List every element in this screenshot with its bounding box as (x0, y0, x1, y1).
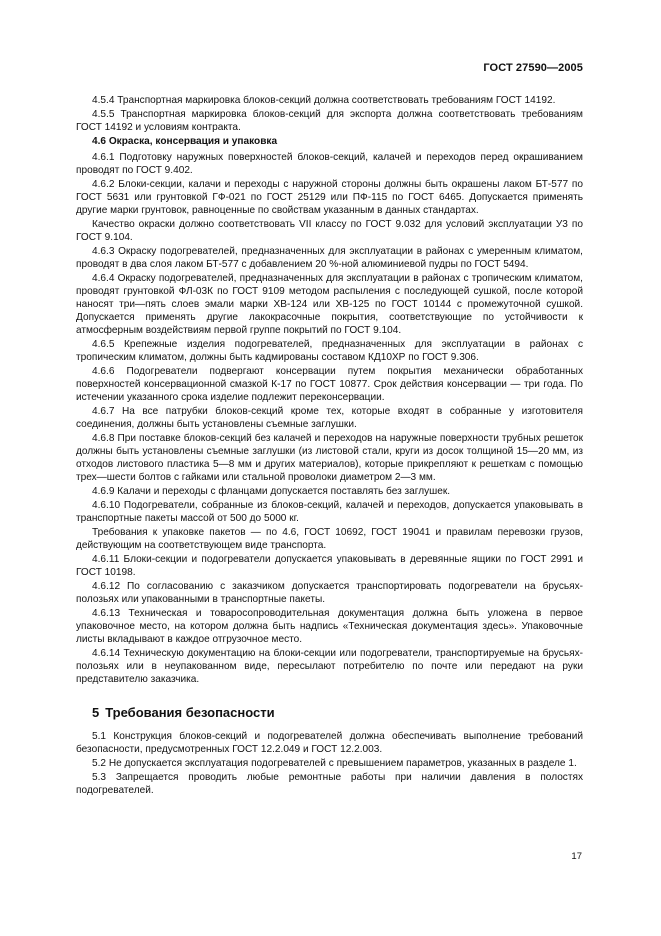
section-5-content (76, 730, 583, 797)
paragraph: 4.6.7 На все патрубки блоков-секций кроме тех, которые входят в собранные у изготовителя соединения, должны быть установлены съемные заглушки. (76, 406, 583, 430)
paragraph: 5.3 Запрещается проводить любые ремонтные работы при наличии давления в полостях подогревателей. (76, 772, 583, 796)
paragraph: 4.6.11 Блоки-секции и подогреватели допускается упаковывать в деревянные ящики по ГОСТ 2991 и ГОСТ 10198. (76, 554, 583, 578)
paragraph: 4.6.4 Окраску подогревателей, предназначенных для эксплуатации в районах с тропическим климатом, проводят грунтовкой ФЛ-03К по ГОСТ 9109 методом распыления с последующей сушкой, после которой наносят три—пять слоев эмали марки ХВ-124 или ХВ-125 по ГОСТ 10144 с промежуточной сушкой. Допускается применять другие лакокрасочные покрытия, соответствующие по устойчивости к атмосферным воздействиям первой группе покрытий по ГОСТ 9.104. (76, 273, 583, 336)
paragraph: 4.6.10 Подогреватели, собранные из блоков-секций, калачей и переходов, допускается упаковывать в транспортные пакеты массой от 500 до 5000 кг. (76, 500, 583, 524)
paragraph: 4.6.3 Окраску подогревателей, предназначенных для эксплуатации в районах с умеренным климатом, проводят в два слоя лаком БТ-577 с добавлением 20 %-ной алюминиевой пудры по ГОСТ 5494. (76, 246, 583, 270)
paragraph: 5.1 Конструкция блоков-секций и подогревателей должна обеспечивать выполнение требований безопасности, предусмотренных ГОСТ 12.2.049 и ГОСТ 12.2.003. (76, 731, 583, 755)
paragraph: 4.6.14 Техническую документацию на блоки-секции или подогреватели, транспортируемые на брусьях-полозьях или в неупакованном виде, пересылают потребителю по почте или передают на руки представителю заказчика. (76, 648, 583, 685)
paragraph: Качество окраски должно соответствовать VII классу по ГОСТ 9.032 для условий эксплуатации У3 по ГОСТ 9.104. (76, 219, 583, 243)
paragraph: Требования к упаковке пакетов — по 4.6, ГОСТ 10692, ГОСТ 19041 и правилам перевозки грузов, действующим на соответствующем виде транспорта. (76, 527, 583, 551)
page-number: 17 (571, 851, 582, 862)
paragraph: 4.6.13 Техническая и товаросопроводительная документация должна быть уложена в первое упаковочное место, на котором должна быть надпись «Техническая документация здесь». Упаковочные листы вкладывают в каждое отгрузочное место. (76, 608, 583, 645)
section-5-number: 5 (92, 705, 100, 720)
paragraph: 4.6.8 При поставке блоков-секций без калачей и переходов на наружные поверхности трубных решеток должны быть установлены съемные заглушки (из листовой стали, круги из досок толщиной 15—20 мм, из отходов листового пластика 5—8 мм и других материалов), которые прикрепляют к решеткам с помощью трех—шести болтов с гайками или стальной проволоки диаметром 2—3 мм. (76, 433, 583, 483)
paragraph: 4.6.9 Калачи и переходы с фланцами допускается поставлять без заглушек. (92, 486, 451, 497)
paragraph: 4.6.6 Подогреватели подвергают консервации путем покрытия механически обработанных поверхностей консервационной смазкой К-17 по ГОСТ 10877. Срок действия консервации — три года. По истечении указанного срока изделие подлежит переконсервации. (76, 366, 583, 403)
paragraph: 4.6.5 Крепежные изделия подогревателей, предназначенных для эксплуатации в районах с тропическим климатом, должны быть кадмированы составом КД10ХР по ГОСТ 9.306. (76, 339, 583, 363)
paragraph: 5.2 Не допускается эксплуатация подогревателей с превышением параметров, указанных в разделе 1. (92, 758, 577, 769)
document-id-header: ГОСТ 27590—2005 (483, 62, 583, 74)
paragraph: 4.6.2 Блоки-секции, калачи и переходы с наружной стороны должны быть окрашены лаком БТ-577 по ГОСТ 5631 или грунтовкой ГФ-021 по ГОСТ 25129 или ПФ-115 по ГОСТ 6465. Допускается применять другие марки грунтовок, равноценные по свойствам указанным в данных стандартах. (76, 179, 583, 216)
section-5-title: Требования безопасности (105, 705, 275, 720)
section-5-heading (92, 706, 583, 719)
section-4-content (76, 94, 583, 686)
paragraph: 4.5.4 Транспортная маркировка блоков-секций должна соответствовать требованиям ГОСТ 14192. (92, 95, 556, 106)
paragraph: 4.6.12 По согласованию с заказчиком допускается транспортировать подогреватели на брусьях-полозьях или упакованными в транспортные пакеты. (76, 581, 583, 605)
paragraph: 4.6.1 Подготовку наружных поверхностей блоков-секций, калачей и переходов перед окрашиванием проводят по ГОСТ 9.402. (76, 152, 583, 176)
subsection-heading: 4.6 Окраска, консервация и упаковка (92, 136, 278, 147)
paragraph: 4.5.5 Транспортная маркировка блоков-секций для экспорта должна соответствовать требованиям ГОСТ 14192 и условиям контракта. (76, 109, 583, 133)
document-body (76, 94, 583, 798)
